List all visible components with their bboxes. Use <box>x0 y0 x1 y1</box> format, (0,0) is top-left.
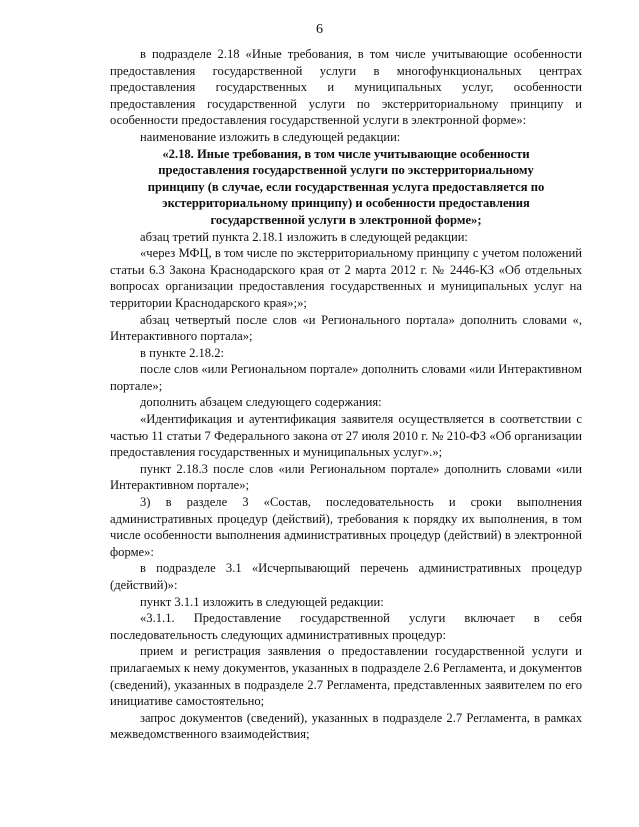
paragraph-3-1-1-quote: «3.1.1. Предоставление государственной услуги включает в себя последовательность следующих административных процедур: <box>110 611 582 642</box>
paragraph-point-2-18-2: в пункте 2.18.2: <box>140 345 225 360</box>
new-heading-2-18: «2.18. Иные требования, в том числе учитывающие особенности предоставления государственной услуги по экстерриториальному принципу (в случае, если государственная услуга предоставляется по экстерриториальному принципу) и особенности предоставления государственной услуги в электронной форме»; <box>147 146 545 227</box>
paragraph-regional-portal: после слов «или Региональном портале» дополнить словами «или Интерактивном портале»; <box>110 362 582 393</box>
paragraph-identification-quote: «Идентификация и аутентификация заявителя осуществляется в соответствии с частью 11 статьи 7 Федерального закона от 27 июля 2010 г. № 210-ФЗ «Об организации предоставления государственных и муниципальных услуг».»; <box>110 412 582 460</box>
paragraph-point-2-18-3: пункт 2.18.3 после слов «или Региональном портале» дополнить словами «или Интерактивном портале»; <box>110 461 582 493</box>
paragraph-point-3-1-1: пункт 3.1.1 изложить в следующей редакции: <box>140 594 384 609</box>
paragraph-abzac-third: абзац третий пункта 2.18.1 изложить в следующей редакции: <box>140 229 468 244</box>
paragraph-section-3: 3) в разделе 3 «Состав, последовательность и сроки выполнения административных процедур (действий), требования к порядку их выполнения, в том числе особенности выполнения административных процедур (действий) в электронной форме»: <box>110 495 582 559</box>
document-body <box>110 46 582 743</box>
paragraph-documents-request: запрос документов (сведений), указанных в подразделе 2.7 Регламента, в рамках межведомственного взаимодействия; <box>110 710 582 742</box>
paragraph-subsection-3-1: в подразделе 3.1 «Исчерпывающий перечень административных процедур (действий)»: <box>110 561 582 592</box>
paragraph-reception-registration: прием и регистрация заявления о предоставлении государственной услуги и прилагаемых к нему документов, указанных в подразделе 2.6 Регламента, и документов (сведений), указанных в подразделе 2.7 Регламента, представленных заявителем по его инициативе самостоятельно; <box>110 644 582 709</box>
paragraph-subsection-2-18: в подразделе 2.18 «Иные требования, в том числе учитывающие особенности предоставления государственной услуги в многофункциональных центрах предоставления государственных и муниципальных услуг, особенности предоставления государственной услуги по экстерриториальному принципу и особенности предоставления государственной услуги в электронной форме»: <box>110 47 582 128</box>
paragraph-abzac-fourth: абзац четвертый после слов «и Регионального портала» дополнить словами «, Интерактивного портала»; <box>110 312 582 344</box>
paragraph-mfc-quote: «через МФЦ, в том числе по экстерриториальному принципу с учетом положений статьи 6.3 Закона Краснодарского края от 2 марта 2012 г. № 2446-КЗ «Об отдельных вопросах организации предоставления государственных и муниципальных услуг на территории Краснодарского края»;»; <box>110 246 582 310</box>
paragraph-add-abzac: дополнить абзацем следующего содержания: <box>140 395 382 410</box>
page-number: 6 <box>316 22 323 37</box>
paragraph-title-instruction: наименование изложить в следующей редакции: <box>140 129 401 144</box>
